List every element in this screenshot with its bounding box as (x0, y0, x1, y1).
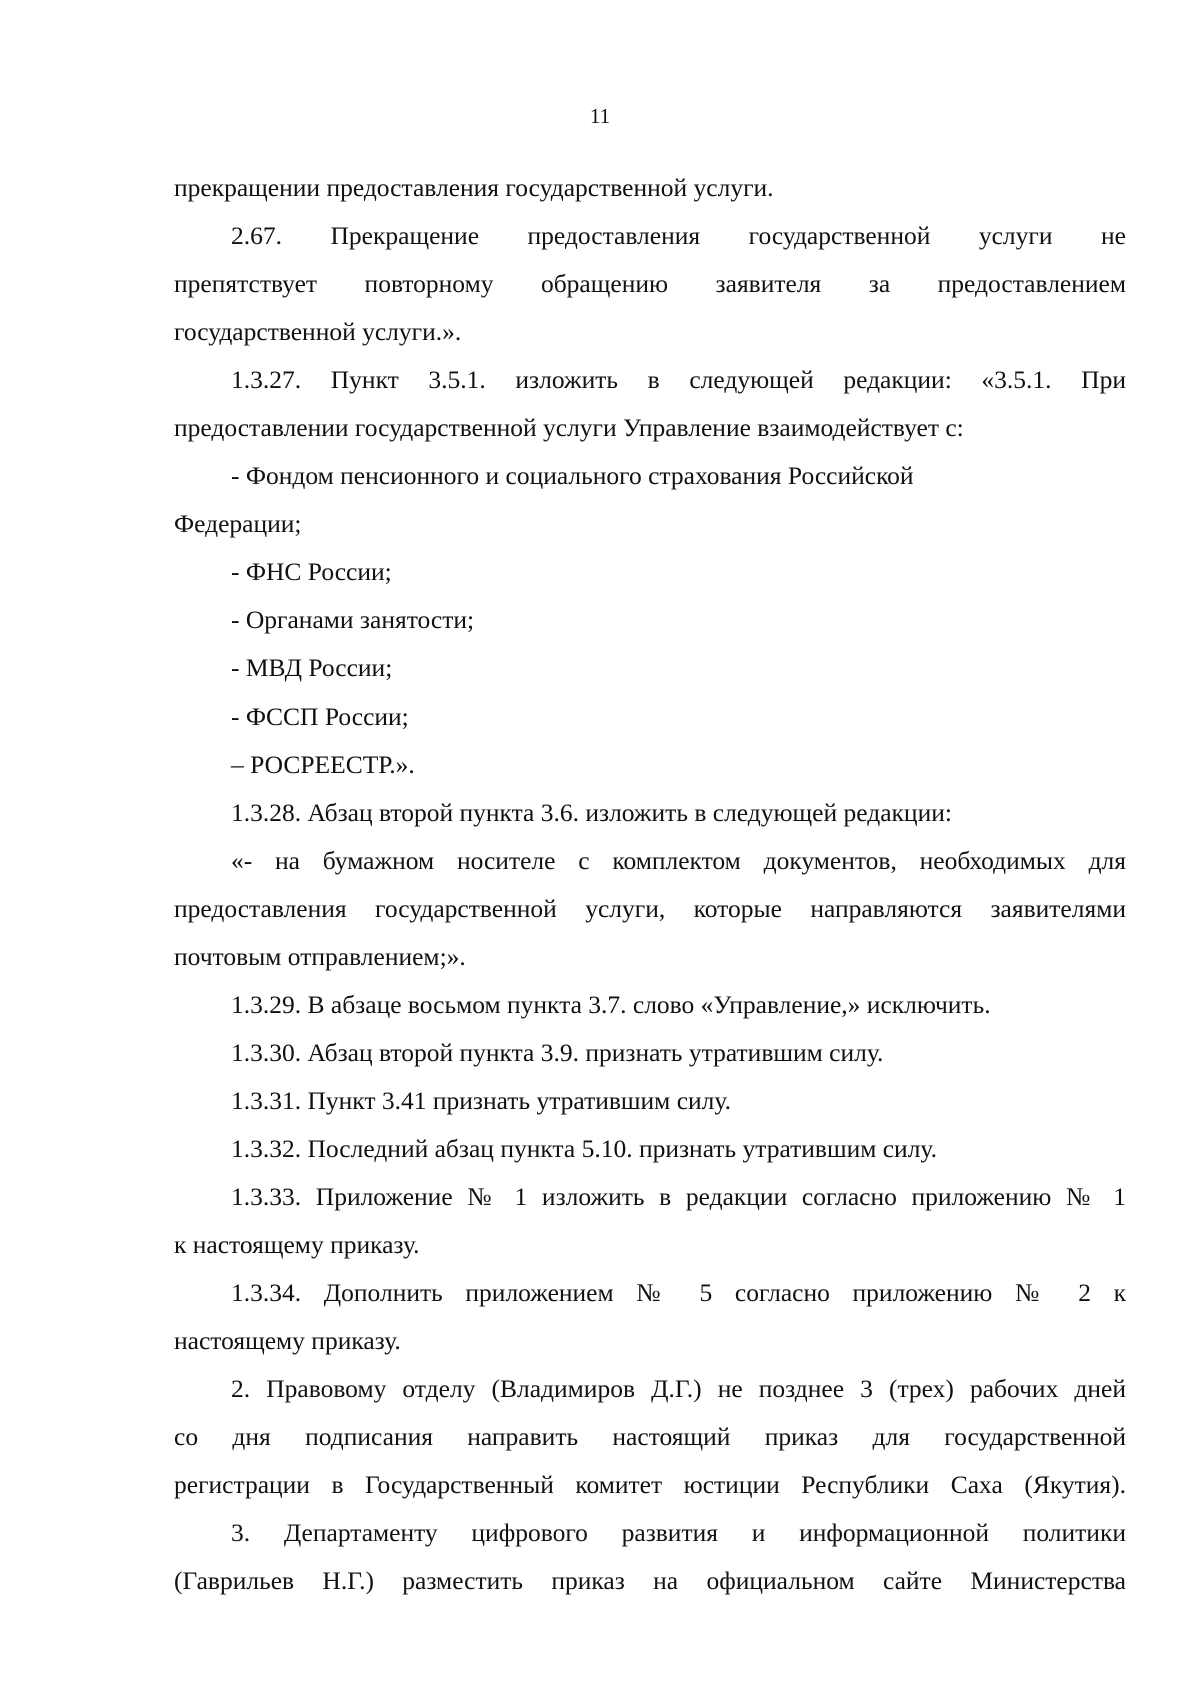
text-line: 1.3.31. Пункт 3.41 признать утратившим силу. (231, 1085, 731, 1115)
text-line: 2. Правовому отделу (Владимиров Д.Г.) не позднее 3 (трех) рабочих дней (231, 1374, 1126, 1404)
text-line: 2.67. Прекращение предоставления государственной услуги не (231, 221, 1126, 251)
text-line: 1.3.28. Абзац второй пункта 3.6. изложить в следующей редакции: (231, 797, 952, 827)
text-line: - ФНС России; (231, 557, 392, 587)
text-line: - МВД России; (231, 653, 393, 683)
text-line: предоставления государственной услуги, которые направляются заявителями (174, 893, 1126, 923)
text-line: 1.3.34. Дополнить приложением № 5 согласно приложению № 2 к (231, 1278, 1126, 1308)
text-line: 3. Департаменту цифрового развития и информационной политики (231, 1518, 1126, 1548)
text-line: – РОСРЕЕСТР.». (231, 749, 415, 779)
text-line: «- на бумажном носителе с комплектом документов, необходимых для (231, 845, 1126, 875)
page-number: 11 (589, 104, 611, 128)
text-line: почтовым отправлением;». (174, 941, 466, 971)
text-line: предоставлении государственной услуги Управление взаимодействует с: (174, 413, 964, 443)
text-line: Федерации; (174, 509, 302, 539)
text-line: 1.3.30. Абзац второй пункта 3.9. признать утратившим силу. (231, 1037, 884, 1067)
text-line: к настоящему приказу. (174, 1230, 420, 1260)
text-line: прекращении предоставления государственной услуги. (174, 173, 774, 202)
text-line: - ФССП России; (231, 701, 409, 731)
text-line: со дня подписания направить настоящий приказ для государственной (174, 1422, 1126, 1452)
text-line: препятствует повторному обращению заявителя за предоставлением (174, 269, 1126, 299)
text-line: настоящему приказу. (174, 1326, 401, 1356)
text-line: (Гаврильев Н.Г.) разместить приказ на официальном сайте Министерства (174, 1566, 1126, 1596)
text-line: государственной услуги.». (174, 317, 462, 347)
text-line: 1.3.32. Последний абзац пункта 5.10. признать утратившим силу. (231, 1133, 938, 1163)
document-body (174, 164, 1126, 1605)
text-line: 1.3.27. Пункт 3.5.1. изложить в следующей редакции: «3.5.1. При (231, 365, 1126, 395)
text-line: - Органами занятости; (231, 605, 475, 635)
text-line: регистрации в Государственный комитет юстиции Республики Саха (Якутия). (174, 1470, 1126, 1500)
text-line: 1.3.33. Приложение № 1 изложить в редакции согласно приложению № 1 (231, 1181, 1126, 1211)
text-line: - Фондом пенсионного и социального страхования Российской (231, 461, 914, 491)
text-line: 1.3.29. В абзаце восьмом пункта 3.7. слово «Управление,» исключить. (231, 989, 991, 1019)
